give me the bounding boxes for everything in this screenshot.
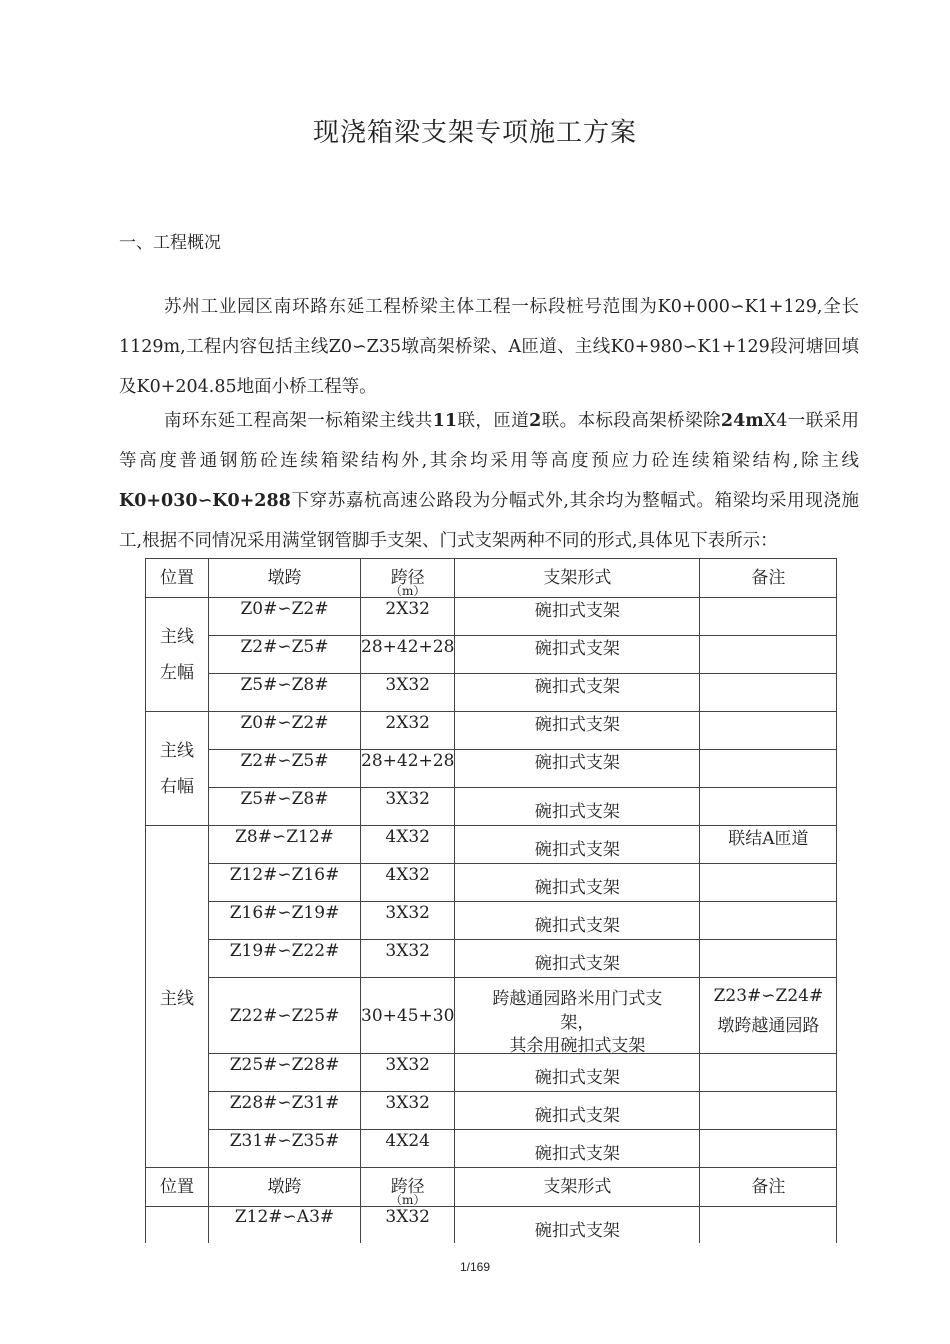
page-number: 1/169 bbox=[459, 1260, 491, 1274]
table-row: Z28#∽Z31# 3X32 碗扣式支架 bbox=[146, 1092, 837, 1130]
table-row: Z12#∽A3# 3X32 碗扣式支架 bbox=[146, 1207, 837, 1244]
table-row: Z25#∽Z28# 3X32 碗扣式支架 bbox=[146, 1054, 837, 1092]
header-form: 支架形式 bbox=[455, 559, 700, 598]
table-row: Z22#∽Z25# 30+45+30 跨越通园路米用门式支架， 其余用碗扣式支架 Z23#∽Z24# 墩跨越通园路 bbox=[146, 978, 837, 1054]
table-row: Z12#∽Z16# 4X32 碗扣式支架 bbox=[146, 864, 837, 902]
table-header-row bbox=[146, 559, 837, 598]
section-heading: 一、工程概况 bbox=[119, 233, 221, 253]
document-title: 现浇箱梁支架专项施工方案 bbox=[312, 118, 637, 148]
table-row: Z2#∽Z5# 28+42+28 碗扣式支架 bbox=[146, 750, 837, 788]
table-row: Z5#∽Z8# 3X32 碗扣式支架 bbox=[146, 674, 837, 712]
table-row: Z31#∽Z35# 4X24 碗扣式支架 bbox=[146, 1130, 837, 1168]
table-row: Z5#∽Z8# 3X32 碗扣式支架 bbox=[146, 788, 837, 826]
header-position: 位置 bbox=[146, 559, 209, 598]
table-row: 主线 左幅 Z0#∽Z2# 2X32 碗扣式支架 bbox=[146, 598, 837, 636]
group-main-left: 主线 左幅 bbox=[146, 598, 209, 712]
table-row: Z16#∽Z19# 3X32 碗扣式支架 bbox=[146, 902, 837, 940]
header-note: 备注 bbox=[700, 559, 837, 598]
table-header-row: 位置 墩跨 跨径 （m） 支架形式 备注 bbox=[146, 1168, 837, 1207]
group-main-right: 主线 右幅 bbox=[146, 712, 209, 826]
support-table bbox=[145, 558, 837, 1243]
paragraph-structure: 南环东延工程高架一标箱梁主线共11联，匝道2联。本标段高架桥梁除24mX4一联采用等高度普通钢筋砼连续箱梁结构外,其余均采用等高度预应力砼连续箱梁结构,除主线K0+030∽K0+288下穿苏嘉杭高速公路段为分幅式外,其余均为整幅式。箱梁均采用现浇施工,根据不同情况采用满堂钢管脚手支架、门式支架两种不同的形式,具体见下表所示： bbox=[119, 411, 860, 551]
group-main: 主线 bbox=[146, 826, 209, 1168]
table-row: 主线 右幅 Z0#∽Z2# 2X32 碗扣式支架 bbox=[146, 712, 837, 750]
paragraph-overview: 苏州工业园区南环路东延工程桥梁主体工程一标段桩号范围为K0+000∽K1+129,全长1129m,工程内容包括主线Z0∽Z35墩高架桥梁、A匝道、主线K0+980∽K1+129段河塘回填及K0+204.85地面小桥工程等。 bbox=[119, 297, 859, 397]
header-span: 跨径 （m） bbox=[361, 559, 455, 598]
header-pier: 墩跨 bbox=[209, 559, 361, 598]
table-row: 主线 Z8#∽Z12# 4X32 碗扣式支架 联结A匝道 bbox=[146, 826, 837, 864]
table-row: Z19#∽Z22# 3X32 碗扣式支架 bbox=[146, 940, 837, 978]
table-row: Z2#∽Z5# 28+42+28 碗扣式支架 bbox=[146, 636, 837, 674]
